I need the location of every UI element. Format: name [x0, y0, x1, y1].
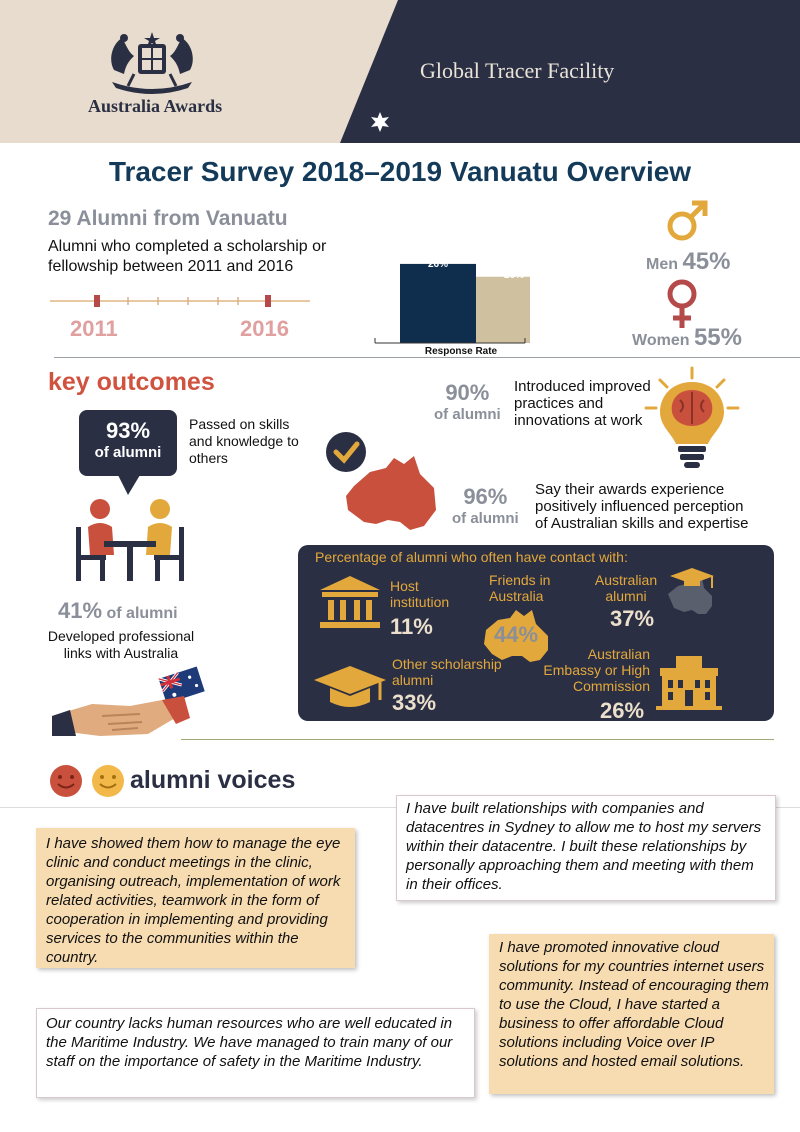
- embassy-pct: 26%: [600, 698, 645, 723]
- brand-name: Australia Awards: [88, 96, 223, 116]
- australia-check-icon: [324, 430, 446, 536]
- contact-title: Percentage of alumni who often have contact with:: [315, 549, 628, 565]
- handshake-flag-icon: [52, 666, 208, 738]
- aus-alumni-label: Australian alumni: [594, 572, 658, 604]
- timeline-marker-end: [265, 295, 271, 307]
- bar-label-vanuatu: Vanuatu alumni 26%: [494, 248, 534, 281]
- institution-icon: [318, 574, 382, 630]
- year-start: 2011: [70, 316, 118, 341]
- star-icon: [369, 111, 391, 133]
- passed-sub: of alumni: [94, 444, 162, 461]
- section-divider: [54, 357, 800, 358]
- friends-pct: 44%: [494, 622, 539, 647]
- key-outcomes-heading: key outcomes: [48, 368, 215, 396]
- graduate-australia-icon: [664, 566, 716, 618]
- alumni-count-heading: 29 Alumni from Vanuatu: [48, 207, 288, 230]
- male-icon: [665, 198, 711, 244]
- improved-stat: 90% of alumni: [434, 380, 501, 423]
- embassy-building-icon: [656, 654, 722, 712]
- bar-label-all: All alumni 26%: [421, 237, 455, 270]
- women-stat: Women 55%: [632, 324, 742, 351]
- alumni-description: Alumni who completed a scholarship or fellowship between 2011 and 2016: [48, 238, 327, 275]
- bubble-tail: [118, 475, 142, 497]
- perception-stat: 96% of alumni: [452, 484, 519, 527]
- people-meeting-icon: [70, 497, 190, 583]
- smiley-faces-icon: [48, 763, 128, 799]
- facility-name: Global Tracer Facility: [420, 58, 615, 83]
- year-end: 2016: [240, 316, 289, 341]
- passed-on-bubble: [79, 410, 177, 476]
- graduation-cap-icon: [312, 664, 388, 710]
- passed-text: Passed on skills and knowledge to others: [189, 416, 299, 466]
- quote-3: I have promoted innovative cloud solutions for my countries internet users community. Instead of encouraging them to use the Cloud, I have started a business to offer affordable Cloud solutions including Voice over IP solutions and hosted email solutions.: [499, 939, 769, 1070]
- voices-divider: [181, 739, 774, 740]
- female-icon: [664, 278, 700, 330]
- quote-4: Our country lacks human resources who are well educated in the Maritime Industry. We have managed to train many of our staff on the importance of safety in the Maritime Industry.: [46, 1015, 453, 1070]
- alumni-voices-heading: alumni voices: [130, 766, 296, 794]
- host-label: Host institution: [390, 578, 450, 610]
- other-alumni-label: Other scholarship alumni: [392, 656, 502, 688]
- response-rate-label: Response Rate: [424, 346, 498, 357]
- quote-2: I have built relationships with companies and datacentres in Sydney to allow me to host my servers within their datacentre. I built these relationships by personally approaching them and meeting with them in their offices.: [406, 800, 762, 893]
- page-title: Tracer Survey 2018–2019 Vanuatu Overview: [108, 156, 692, 187]
- links-stat: 41% of alumni: [58, 598, 178, 623]
- friends-label: Friends in Australia: [489, 572, 551, 604]
- quote-1: I have showed them how to manage the eye clinic and conduct meetings in the clinic, organising outreach, implementation of work related activities, teamwork in the form of cooperation in implementing and providing services to the communities within the country.: [46, 835, 341, 966]
- year-timeline: [48, 292, 312, 312]
- embassy-label: Australian Embassy or High Commission: [543, 646, 650, 694]
- other-alumni-pct: 33%: [392, 690, 437, 715]
- bar-all-alumni: [400, 264, 476, 343]
- perception-text: Say their awards experience positively influenced perception of Australian skills and expertise: [535, 481, 749, 532]
- brain-lightbulb-icon: [640, 364, 744, 474]
- coat-of-arms-icon: [104, 30, 200, 96]
- improved-text: Introduced improved practices and innovations at work: [514, 378, 651, 429]
- timeline-marker-start: [94, 295, 100, 307]
- links-text: Developed professional links with Australia: [47, 628, 195, 661]
- bar-vanuatu-alumni: [476, 277, 530, 343]
- aus-alumni-pct: 37%: [610, 606, 655, 631]
- passed-pct: 93%: [105, 418, 151, 443]
- men-stat: Men 45%: [646, 248, 731, 275]
- host-pct: 11%: [390, 614, 433, 639]
